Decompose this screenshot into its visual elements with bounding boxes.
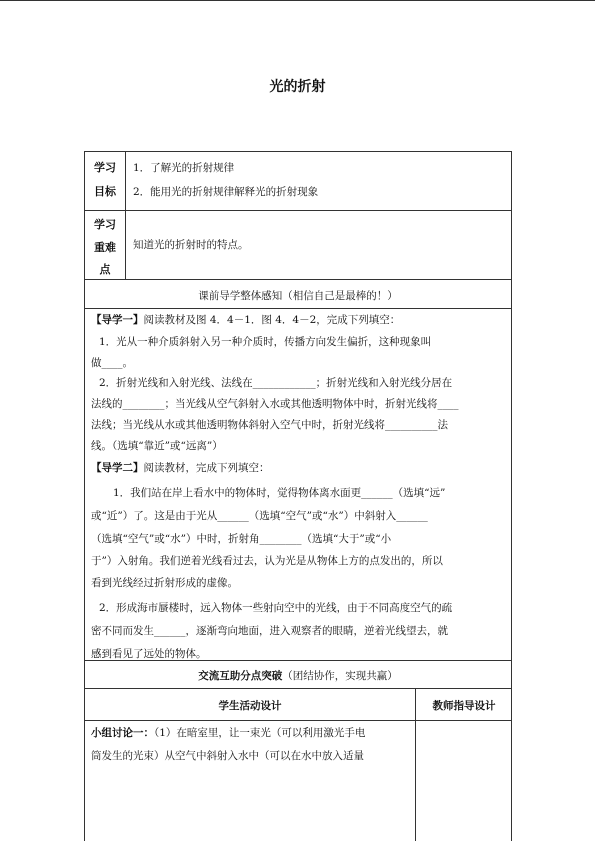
keypoints-label-line1: 学习	[94, 218, 116, 231]
lesson-table	[84, 151, 512, 841]
column-header-student: 学生活动设计	[218, 700, 282, 712]
guide1-tag: 【导学一】	[91, 314, 144, 326]
q2-line4: 线。（选填“靠近”或“远离”）	[91, 440, 223, 452]
row-divider	[85, 660, 511, 661]
page-title: 光的折射	[269, 79, 326, 95]
goal-item-1: 1．了解光的折射规律	[133, 162, 235, 174]
q2-line3: 法线；当光线从水或其他透明物体斜射入空气中时，折射光线将__________法	[91, 419, 448, 431]
column-divider	[415, 688, 416, 841]
goals-label-line1: 学习	[94, 161, 116, 174]
q2-line1: 2．折射光线和入射光线、法线在____________；折射光线和入射光线分居在	[99, 377, 453, 389]
row-divider	[85, 210, 511, 211]
group-discussion-line2: 筒发生的光束）从空气中斜射入水中（可以在水中放入适量	[91, 750, 364, 762]
keypoints-label-line2: 重难	[94, 241, 116, 254]
q3-line3: （选填“空气”或“水”）中时，折射角________（选填“大于”或“小	[91, 533, 392, 545]
group-discussion-text: （1）在暗室里，让一束光（可以利用激光手电	[154, 727, 366, 739]
row-divider	[85, 308, 511, 309]
exchange-header-bold: 交流互助分点突破	[198, 670, 283, 682]
q4-line2: 密不同而发生______，逐渐弯向地面，进入观察者的眼睛，逆着光线望去，就	[91, 625, 448, 637]
q3-line1: 1．我们站在岸上看水中的物体时，觉得物体离水面更______（选填“远”	[113, 487, 446, 499]
guide2-text: 阅读教材，完成下列填空：	[143, 462, 270, 474]
guide2-tag: 【导学二】	[91, 462, 144, 474]
row-divider	[85, 720, 511, 721]
q3-line5: 看到光线经过折射形成的虚像。	[91, 577, 238, 589]
row-divider	[85, 279, 511, 280]
q3-line4: 于”）入射角。我们逆着光线看过去，认为光是从物体上方的点发出的，所以	[91, 555, 443, 567]
group-discussion-line1	[91, 723, 407, 744]
q2-line2: 法线的________；当光线从空气斜射入水或其他透明物体中时，折射光线将____	[91, 398, 459, 410]
q4-line3: 感到看见了远处的物体。	[91, 648, 207, 660]
group-discussion-tag: 小组讨论一：	[91, 727, 154, 739]
exchange-header	[85, 668, 511, 683]
row-divider	[85, 688, 511, 689]
column-header-teacher: 教师指导设计	[432, 700, 496, 712]
keypoints-text: 知道光的折射时的特点。	[133, 239, 249, 251]
q1-line1: 1．光从一种介质斜射入另一种介质时，传播方向发生偏折，这种现象叫	[99, 336, 432, 348]
q3-line2: 或“近”）了。这是由于光从______（选填“空气”或“水”）中斜射入______	[91, 510, 428, 522]
page-top-rule	[0, 0, 595, 1]
q1-line2: 做____。	[91, 357, 133, 369]
goals-label-line2: 目标	[94, 185, 116, 198]
goal-item-2: 2．能用光的折射规律解释光的折射现象	[133, 186, 319, 198]
exchange-header-rest: （团结协作，实现共赢）	[282, 670, 398, 682]
preview-header: 课前导学整体感知（相信自己是最棒的！）	[198, 290, 398, 302]
guide1-line	[91, 310, 505, 331]
guide2-line	[91, 458, 505, 479]
label-column-divider	[125, 152, 126, 279]
keypoints-label-line3: 点	[99, 263, 111, 276]
guide1-text: 阅读教材及图 4．4－1．图 4．4－2，完成下列填空：	[143, 314, 401, 326]
q4-line1: 2．形成海市蜃楼时，远入物体一些射向空中的光线，由于不同高度空气的疏	[99, 602, 453, 614]
